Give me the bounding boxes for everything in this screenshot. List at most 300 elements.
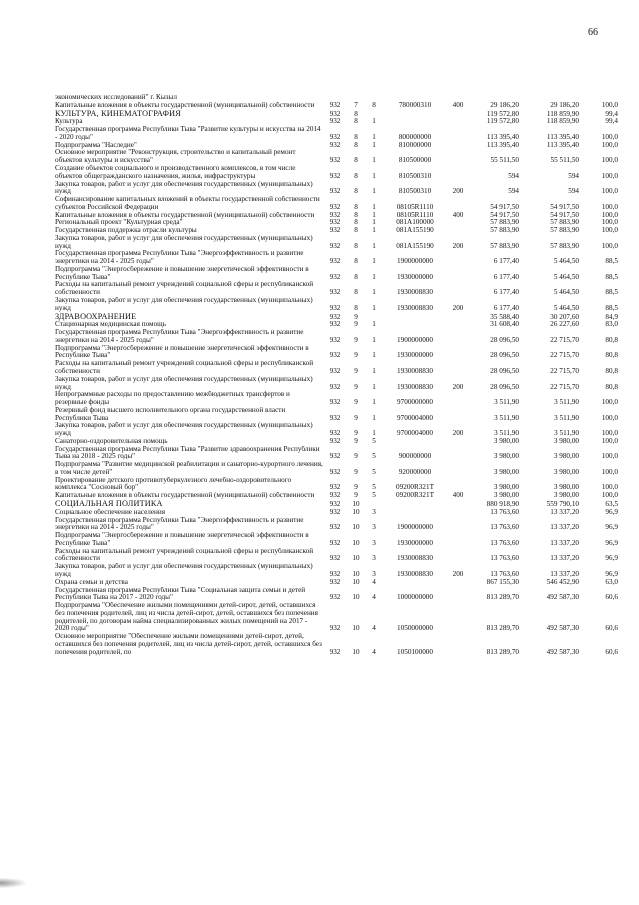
row-name: экономических исследований" г. Кызыл	[55, 94, 177, 101]
row-target-code: 08105R1110	[396, 211, 434, 219]
row-expense-type	[448, 329, 468, 345]
row-plan-amount: 3 980,00	[493, 437, 519, 445]
row-name: Закупка товаров, работ и услуг для обеспечения государственных (муниципальных) нужд	[55, 297, 313, 312]
row-percent: 100,0	[601, 227, 618, 235]
row-ved-code	[324, 94, 346, 102]
row-plan-amount: 113 395,40	[486, 132, 519, 141]
table-row	[54, 407, 619, 423]
table-row	[54, 212, 619, 220]
row-actual-amount: 22 715,70	[550, 366, 579, 375]
row-expense-type: 200	[452, 429, 464, 438]
row-expense-type	[448, 500, 468, 509]
row-percent: 100,0	[601, 429, 618, 438]
row-expense-type	[448, 532, 468, 548]
row-plan-amount: 28 096,50	[490, 366, 519, 375]
row-subsection-code: 1	[372, 187, 376, 196]
row-plan-amount: 28 096,50	[490, 382, 519, 391]
row-target-code: 1930008830	[397, 366, 433, 375]
row-plan-amount: 35 588,40	[490, 312, 519, 321]
row-expense-type: 200	[452, 382, 464, 391]
row-plan-amount: 3 980,00	[493, 492, 519, 500]
table-row	[54, 181, 619, 197]
row-ved-code: 932	[329, 211, 341, 219]
row-section-code: 8	[354, 219, 358, 227]
table-row	[54, 266, 619, 282]
row-plan-amount: 54 917,50	[490, 211, 519, 219]
row-expense-type	[448, 227, 468, 235]
row-ved-code: 932	[329, 118, 341, 126]
row-target-code: 081A155190	[396, 227, 434, 235]
row-actual-amount: 54 917,50	[550, 211, 579, 219]
row-percent: 100,0	[601, 171, 618, 180]
row-section-code: 8	[354, 171, 358, 180]
row-subsection-code: 1	[372, 132, 376, 141]
row-percent: 96,9	[605, 569, 618, 578]
row-ved-code: 932	[329, 351, 341, 360]
row-actual-amount: 29 186,20	[550, 101, 579, 109]
row-percent: 60,6	[605, 624, 618, 633]
row-target-code	[382, 438, 448, 446]
row-expense-type	[448, 142, 468, 150]
row-plan-amount: 119 572,80	[486, 118, 519, 126]
row-expense-type	[448, 461, 468, 477]
row-actual-amount: 3 980,00	[553, 452, 579, 461]
row-percent: 88,5	[605, 257, 618, 266]
row-plan-amount: 3 511,90	[494, 398, 519, 407]
row-ved-code: 932	[329, 413, 341, 422]
row-expense-type	[448, 165, 468, 181]
row-name: Государственная программа Республики Тыва "Энергоэффективность и развитие энергетики на 2014 - 2025 годы"	[55, 329, 304, 344]
row-expense-type	[448, 118, 468, 126]
row-target-code	[382, 118, 448, 126]
row-section-code: 7	[354, 101, 358, 109]
table-row	[54, 227, 619, 235]
row-target-code: 9700004000	[397, 429, 433, 438]
row-subsection-code: 1	[372, 366, 376, 375]
row-section-code: 8	[354, 227, 358, 235]
row-expense-type	[448, 126, 468, 142]
row-expense-type	[448, 281, 468, 297]
row-subsection-code: 1	[372, 429, 376, 438]
row-section-code: 8	[354, 156, 358, 165]
table-row	[54, 376, 619, 392]
row-ved-code: 932	[329, 578, 341, 586]
row-percent: 100,0	[601, 492, 618, 500]
row-expense-type	[448, 313, 468, 322]
row-name: Закупка товаров, работ и услуг для обеспечения государственных (муниципальных) нужд	[55, 422, 313, 438]
row-percent: 88,5	[605, 303, 618, 312]
row-name: Закупка товаров, работ и услуг для обеспечения государственных (муниципальных) нужд	[55, 563, 313, 578]
row-percent: 100,0	[601, 219, 618, 227]
row-plan-amount: 813 289,70	[486, 624, 519, 633]
row-name: Государственная программа Республики Тыва "Развитие здравоохранения Республики Тыва на 2018 - 2025 годы"	[55, 445, 320, 461]
row-target-code: 09200R321T	[396, 492, 434, 500]
row-name: СОЦИАЛЬНАЯ ПОЛИТИКА	[55, 500, 163, 508]
row-actual-amount: 54 917,50	[550, 202, 579, 211]
row-percent: 100,0	[601, 467, 618, 476]
row-name: Социальное обеспечение населения	[55, 508, 166, 516]
row-target-code: 9700000000	[397, 398, 433, 407]
row-target-code: 800000000	[398, 132, 432, 141]
row-ved-code: 932	[329, 538, 341, 547]
row-actual-amount: 30 207,60	[550, 312, 579, 321]
row-actual-amount: 3 980,00	[553, 492, 579, 500]
row-section-code: 9	[354, 398, 358, 407]
row-section-code: 9	[354, 335, 358, 344]
row-percent: 100,0	[601, 398, 618, 407]
row-target-code	[382, 110, 448, 119]
row-plan-amount: 31 608,40	[490, 321, 519, 329]
row-ved-code: 932	[329, 227, 341, 235]
row-subsection-code: 5	[372, 452, 376, 461]
row-actual-amount: 57 883,90	[550, 241, 579, 250]
row-actual-amount: 13 337,20	[550, 538, 579, 547]
row-ved-code: 932	[329, 257, 341, 266]
row-ved-code: 932	[329, 483, 341, 492]
table-row	[54, 196, 619, 212]
row-plan-amount: 29 186,20	[490, 101, 519, 109]
row-expense-type	[448, 602, 468, 633]
row-expense-type	[448, 517, 468, 533]
row-expense-type	[448, 110, 468, 119]
row-expense-type	[448, 446, 468, 462]
row-expense-type: 400	[452, 211, 464, 219]
row-expense-type	[448, 94, 468, 102]
table-row	[54, 633, 619, 656]
table-row	[54, 110, 619, 119]
row-actual-amount: 492 587,30	[546, 624, 579, 633]
row-subsection-code: 1	[372, 272, 376, 281]
row-actual-amount: 5 464,50	[553, 257, 579, 266]
table-row	[54, 532, 619, 548]
row-ved-code: 932	[329, 429, 341, 438]
row-actual-amount: 13 337,20	[550, 508, 579, 516]
row-expense-type	[448, 321, 468, 329]
row-actual-amount: 492 587,30	[546, 647, 579, 656]
row-actual-amount: 26 227,60	[550, 321, 579, 329]
row-percent: 88,5	[605, 272, 618, 281]
row-percent: 83,0	[605, 321, 618, 329]
row-ved-code: 932	[329, 467, 341, 476]
row-subsection-code: 1	[372, 227, 376, 235]
table-row	[54, 281, 619, 297]
table-row	[54, 548, 619, 564]
row-section-code: 8	[354, 202, 358, 211]
row-ved-code: 932	[329, 101, 341, 109]
row-percent: 80,8	[605, 335, 618, 344]
row-name: Государственная поддержка отрасли культуры	[55, 227, 197, 235]
row-target-code: 920000000	[398, 467, 432, 476]
row-plan-amount: 6 177,40	[493, 272, 519, 281]
row-percent: 88,5	[605, 288, 618, 297]
row-ved-code: 932	[329, 156, 341, 165]
row-actual-amount: 118 859,90	[546, 109, 579, 118]
row-target-code	[382, 579, 448, 587]
row-expense-type: 400	[452, 101, 464, 109]
row-target-code: 810500310	[398, 171, 432, 180]
row-target-code: 780000310	[398, 101, 432, 109]
table-row	[54, 250, 619, 266]
table-row	[54, 587, 619, 603]
row-subsection-code: 8	[372, 101, 376, 109]
row-percent: 99,4	[605, 118, 618, 126]
row-plan-amount: 3 980,00	[493, 452, 519, 461]
row-actual-amount: 22 715,70	[550, 382, 579, 391]
row-actual-amount: 13 337,20	[550, 569, 579, 578]
row-name: Подпрограмма "Обеспечение жилыми помещениями детей-сирот, детей, оставшихся без попечения родителей, лиц из числа детей-сирот, детей, оставшихся без попечения родителей, по договорам найма специализированных жилых помещений на 2017 - 2020 годы"	[55, 602, 318, 633]
row-section-code: 8	[354, 118, 358, 126]
row-actual-amount: 113 395,40	[546, 141, 579, 149]
row-plan-amount: 813 289,70	[486, 647, 519, 656]
row-target-code: 1930008830	[397, 569, 433, 578]
table-row	[54, 509, 619, 517]
row-percent: 100,0	[601, 241, 618, 250]
row-expense-type	[448, 438, 468, 446]
table-row	[54, 142, 619, 150]
row-section-code: 10	[352, 578, 360, 586]
row-expense-type	[448, 250, 468, 266]
table-row	[54, 477, 619, 493]
row-subsection-code: 1	[372, 288, 376, 297]
row-target-code	[382, 509, 448, 517]
row-name: ЗДРАВООХРАНЕНИЕ	[55, 312, 137, 321]
row-plan-amount: 594	[508, 171, 519, 180]
row-ved-code: 932	[329, 647, 341, 656]
row-actual-amount: 22 715,70	[550, 335, 579, 344]
row-target-code: 081A155190	[396, 241, 434, 250]
row-percent: 80,8	[605, 351, 618, 360]
row-section-code: 9	[354, 413, 358, 422]
row-subsection-code: 3	[372, 554, 376, 563]
row-percent: 100,0	[601, 101, 618, 109]
row-section-code: 8	[354, 187, 358, 196]
row-subsection-code: 1	[372, 413, 376, 422]
row-ved-code: 932	[329, 187, 341, 196]
row-name: Софинансирование капитальных вложений в объекты государственной собственности субъектов Российской Федерации	[55, 196, 320, 211]
row-plan-amount: 57 883,90	[490, 227, 519, 235]
row-section-code: 10	[352, 647, 360, 656]
row-actual-amount: 3 980,00	[553, 483, 579, 492]
row-section-code: 8	[354, 141, 358, 149]
row-subsection-code: 1	[372, 303, 376, 312]
row-target-code: 081A100000	[396, 219, 434, 227]
row-ved-code: 932	[329, 219, 341, 227]
row-percent: 100,0	[601, 452, 618, 461]
row-actual-amount: 3 511,90	[554, 429, 579, 438]
row-subsection-code: 1	[372, 241, 376, 250]
row-ved-code: 932	[329, 171, 341, 180]
row-plan-amount: 28 096,50	[490, 351, 519, 360]
row-expense-type	[448, 587, 468, 603]
row-percent: 84,9	[605, 312, 618, 321]
table-row	[54, 329, 619, 345]
row-target-code: 810500310	[398, 187, 432, 196]
row-name: Культура	[55, 118, 83, 126]
row-ved-code: 932	[329, 366, 341, 375]
row-percent	[580, 94, 619, 102]
row-name: Подпрограмма "Энергосбережение и повышение энергетической эффективности в Республике Тыва"	[55, 532, 309, 547]
row-percent: 100,0	[601, 437, 618, 445]
row-name: Резервный фонд высшего исполнительного органа государственной власти Республики Тыва	[55, 406, 286, 422]
row-ved-code: 932	[329, 382, 341, 391]
row-subsection-code: 1	[372, 335, 376, 344]
budget-table	[54, 94, 619, 656]
row-section-code: 10	[352, 554, 360, 563]
row-subsection-code: 1	[372, 321, 376, 329]
row-section-code: 9	[354, 366, 358, 375]
table-row	[54, 446, 619, 462]
row-section-code: 9	[354, 429, 358, 438]
row-plan-amount: 54 917,50	[490, 202, 519, 211]
row-target-code	[382, 94, 448, 102]
row-section-code: 9	[354, 437, 358, 445]
row-actual-amount: 13 337,20	[550, 554, 579, 563]
row-name: Расходы на капитальный ремонт учреждений социальной сферы и республиканской собственности	[55, 281, 314, 297]
row-target-code: 1930008830	[397, 303, 433, 312]
row-name: Подпрограмма "Наследие"	[55, 141, 137, 149]
row-ved-code: 932	[329, 452, 341, 461]
row-target-code: 810000000	[398, 141, 432, 149]
row-target-code: 810500000	[398, 156, 432, 165]
row-subsection-code	[366, 313, 382, 322]
row-actual-amount: 492 587,30	[546, 593, 579, 602]
row-actual-amount: 57 883,90	[550, 227, 579, 235]
row-percent: 100,0	[601, 202, 618, 211]
row-name: Государственная программа Республики Тыва "Социальная защита семьи и детей Республики Тыва на 2017 - 2020 годы"	[55, 586, 306, 602]
row-actual-amount: 118 859,90	[546, 118, 579, 126]
row-target-code: 1900000000	[397, 523, 433, 532]
row-target-code: 1930000000	[397, 351, 433, 360]
row-subsection-code	[366, 500, 382, 509]
page-number: 66	[588, 27, 598, 38]
row-subsection-code: 3	[372, 523, 376, 532]
row-section-code: 9	[354, 483, 358, 492]
row-ved-code: 932	[329, 508, 341, 516]
row-subsection-code: 1	[372, 351, 376, 360]
row-expense-type: 400	[452, 492, 464, 500]
table-row	[54, 165, 619, 181]
row-target-code: 1930000000	[397, 272, 433, 281]
row-subsection-code: 1	[372, 171, 376, 180]
row-section-code: 8	[354, 211, 358, 219]
table-row	[54, 345, 619, 361]
row-expense-type	[448, 196, 468, 212]
table-row	[54, 149, 619, 165]
row-expense-type	[448, 477, 468, 493]
row-section-code: 9	[354, 467, 358, 476]
row-name: Капитальные вложения в объекты государственной (муниципальной) собственности	[55, 101, 315, 109]
row-expense-type: 200	[452, 303, 464, 312]
table-row	[54, 360, 619, 376]
row-actual-amount: 594	[568, 171, 579, 180]
row-name: Капитальные вложения в объекты государственной (муниципальной) собственности	[55, 211, 315, 219]
row-plan-amount: 6 177,40	[493, 257, 519, 266]
row-subsection-code: 1	[372, 156, 376, 165]
row-plan-amount: 3 980,00	[493, 467, 519, 476]
row-plan-amount: 13 763,60	[490, 569, 519, 578]
row-plan-amount: 57 883,90	[490, 219, 519, 227]
row-subsection-code: 5	[372, 437, 376, 445]
table-row	[54, 219, 619, 227]
row-ved-code: 932	[329, 500, 341, 509]
row-percent: 60,6	[605, 647, 618, 656]
row-plan-amount: 113 395,40	[486, 141, 519, 149]
row-ved-code: 932	[329, 593, 341, 602]
row-section-code	[346, 94, 366, 102]
row-percent: 96,9	[605, 508, 618, 516]
row-name: Государственная программа Республики Тыва "Энергоэффективность и развитие энергетики на 2014 - 2025 годы"	[55, 250, 304, 266]
row-section-code: 10	[352, 624, 360, 633]
row-actual-amount: 546 452,90	[546, 578, 579, 586]
row-target-code: 1900000000	[397, 257, 433, 266]
row-name: Капитальные вложения в объекты государственной (муниципальной) собственности	[55, 492, 315, 500]
row-ved-code: 932	[329, 288, 341, 297]
table-row	[54, 492, 619, 500]
row-plan-amount: 594	[508, 187, 519, 196]
row-plan-amount: 880 918,90	[486, 500, 519, 509]
row-subsection-code: 1	[372, 141, 376, 149]
row-percent: 100,0	[601, 141, 618, 149]
row-percent: 63,5	[605, 500, 618, 509]
row-section-code: 9	[354, 312, 358, 321]
row-name: Расходы на капитальный ремонт учреждений социальной сферы и республиканской собственности	[55, 360, 314, 375]
row-subsection-code: 1	[372, 118, 376, 126]
table-row	[54, 391, 619, 407]
row-expense-type: 200	[452, 241, 464, 250]
row-name: Создание объектов социального и производственного комплексов, в том числе объектов общегражданского назначения, жилья, инфраструктуры	[55, 164, 296, 180]
row-ved-code: 932	[329, 492, 341, 500]
row-target-code: 1050000000	[397, 624, 433, 633]
row-expense-type	[448, 345, 468, 361]
table-row	[54, 126, 619, 142]
row-subsection-code: 1	[372, 202, 376, 211]
row-plan-amount: 13 763,60	[490, 538, 519, 547]
row-expense-type	[448, 509, 468, 517]
row-subsection-code: 4	[372, 578, 376, 586]
row-subsection-code: 4	[372, 593, 376, 602]
row-expense-type: 200	[452, 569, 464, 578]
row-target-code: 1930008830	[397, 288, 433, 297]
row-ved-code: 932	[329, 398, 341, 407]
row-name: Непрограммные расходы по предоставлению межбюджетных трансфертов и резервные фонды	[55, 391, 290, 407]
row-expense-type	[448, 579, 468, 587]
row-target-code: 09200R321T	[396, 483, 434, 492]
row-target-code: 1000000000	[397, 593, 433, 602]
row-percent: 80,8	[605, 382, 618, 391]
row-percent: 100,0	[601, 211, 618, 219]
row-plan-amount: 3 511,90	[494, 413, 519, 422]
row-ved-code: 932	[329, 132, 341, 141]
row-name: Основное мероприятие "Реконструкция, строительство и капитальный ремонт объектов культуры и искусства"	[55, 149, 296, 165]
row-subsection-code: 3	[372, 538, 376, 547]
row-subsection-code	[366, 110, 382, 119]
row-name: Подпрограмма "Развитие медицинской реабилитации и санаторно-курортного лечения, в том числе детей"	[55, 461, 323, 476]
row-ved-code: 932	[329, 241, 341, 250]
table-row	[54, 235, 619, 251]
row-section-code: 10	[352, 523, 360, 532]
row-section-code: 8	[354, 303, 358, 312]
row-ved-code: 932	[329, 109, 341, 118]
row-subsection-code: 1	[372, 211, 376, 219]
row-subsection-code: 5	[372, 483, 376, 492]
row-section-code: 8	[354, 109, 358, 118]
row-expense-type	[448, 548, 468, 564]
row-subsection-code: 1	[372, 398, 376, 407]
row-actual-amount: 13 337,20	[550, 523, 579, 532]
table-row	[54, 602, 619, 633]
row-actual-amount: 5 464,50	[553, 272, 579, 281]
row-actual-amount: 113 395,40	[546, 132, 579, 141]
